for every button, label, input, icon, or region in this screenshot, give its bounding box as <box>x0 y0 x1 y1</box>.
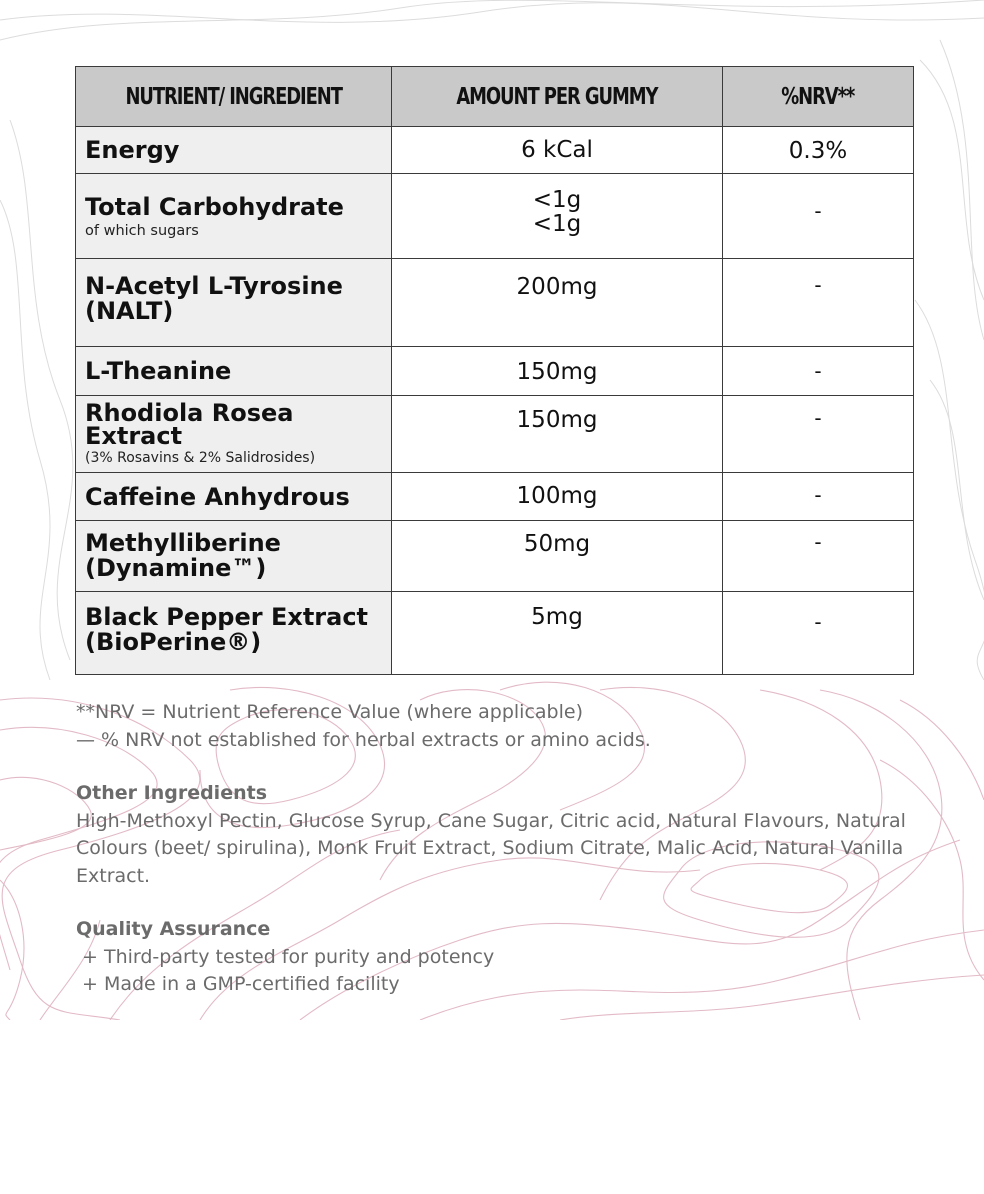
table-header-row <box>76 67 914 127</box>
ingredient-cell <box>76 127 392 174</box>
amount-cell <box>392 347 723 396</box>
ingredient-name: L-Theanine <box>85 357 232 385</box>
amount-cell <box>392 396 723 473</box>
amount-value: 200mg <box>516 274 598 300</box>
ingredient-name: Caffeine Anhydrous <box>85 482 350 511</box>
nrv-cell: 0.3% <box>723 127 914 174</box>
amount-cell <box>392 592 723 675</box>
table-row <box>76 127 914 174</box>
ingredient-name: Black Pepper Extract (BioPerine®) <box>85 603 369 656</box>
column-header-nrv: %NRV** <box>723 67 914 127</box>
quality-assurance-heading: Quality Assurance <box>76 918 271 940</box>
amount-value: <1g <box>532 211 582 237</box>
amount-value: <1g <box>532 187 582 213</box>
nrv-cell: - <box>723 521 914 592</box>
ingredient-name: Methylliberine (Dynamine™) <box>85 529 281 582</box>
nrv-not-established-note: — % NRV not established for herbal extracts or amino acids. <box>76 728 651 751</box>
ingredient-cell <box>76 521 392 592</box>
other-ingredients-text: High-Methoxyl Pectin, Glucose Syrup, Cane Sugar, Citric acid, Natural Flavours, Natural Colours (beet/ spirulina), Monk Fruit Extract, Sodium Citrate, Malic Acid, Natural Vanilla Extract. <box>76 809 906 887</box>
column-header-nutrient: NUTRIENT/ INGREDIENT <box>76 67 392 127</box>
amount-cell <box>392 259 723 347</box>
footnotes <box>76 699 936 999</box>
ingredient-subtext: of which sugars <box>85 222 199 239</box>
ingredient-cell <box>76 473 392 521</box>
ingredient-name: Total Carbohydrate <box>85 192 344 221</box>
table-row <box>76 473 914 521</box>
amount-value: 6 kCal <box>521 137 593 163</box>
quality-item: + Third-party tested for purity and potency <box>82 945 495 968</box>
amount-cell <box>392 127 723 174</box>
ingredient-cell <box>76 259 392 347</box>
ingredient-name: Rhodiola Rosea Extract <box>85 399 294 450</box>
ingredient-cell <box>76 347 392 396</box>
nrv-definition: **NRV = Nutrient Reference Value (where applicable) <box>76 701 583 723</box>
nrv-cell: - <box>723 396 914 473</box>
nutrition-table <box>75 66 914 675</box>
amount-value: 100mg <box>516 483 598 509</box>
amount-cell <box>392 174 723 259</box>
ingredient-name: N-Acetyl L-Tyrosine (NALT) <box>85 272 343 325</box>
table-row <box>76 347 914 396</box>
nrv-cell: - <box>723 473 914 521</box>
column-header-amount: AMOUNT PER GUMMY <box>392 67 723 127</box>
nrv-cell: - <box>723 592 914 675</box>
table-row <box>76 396 914 473</box>
ingredient-subtext: (3% Rosavins & 2% Salidrosides) <box>85 450 316 466</box>
amount-value: 150mg <box>516 359 598 385</box>
table-row <box>76 259 914 347</box>
table-row <box>76 592 914 675</box>
nrv-cell: - <box>723 259 914 347</box>
amount-cell <box>392 521 723 592</box>
table-row <box>76 174 914 259</box>
amount-value: 150mg <box>516 407 598 433</box>
ingredient-cell <box>76 592 392 675</box>
ingredient-cell <box>76 396 392 473</box>
nrv-cell: - <box>723 347 914 396</box>
ingredient-cell <box>76 174 392 259</box>
other-ingredients-heading: Other Ingredients <box>76 782 268 804</box>
ingredient-name: Energy <box>85 136 180 164</box>
quality-item: + Made in a GMP-certified facility <box>82 973 400 995</box>
amount-value: 5mg <box>531 604 583 630</box>
amount-cell <box>392 473 723 521</box>
table-row <box>76 521 914 592</box>
nrv-cell: - <box>723 174 914 259</box>
amount-value: 50mg <box>523 531 591 557</box>
